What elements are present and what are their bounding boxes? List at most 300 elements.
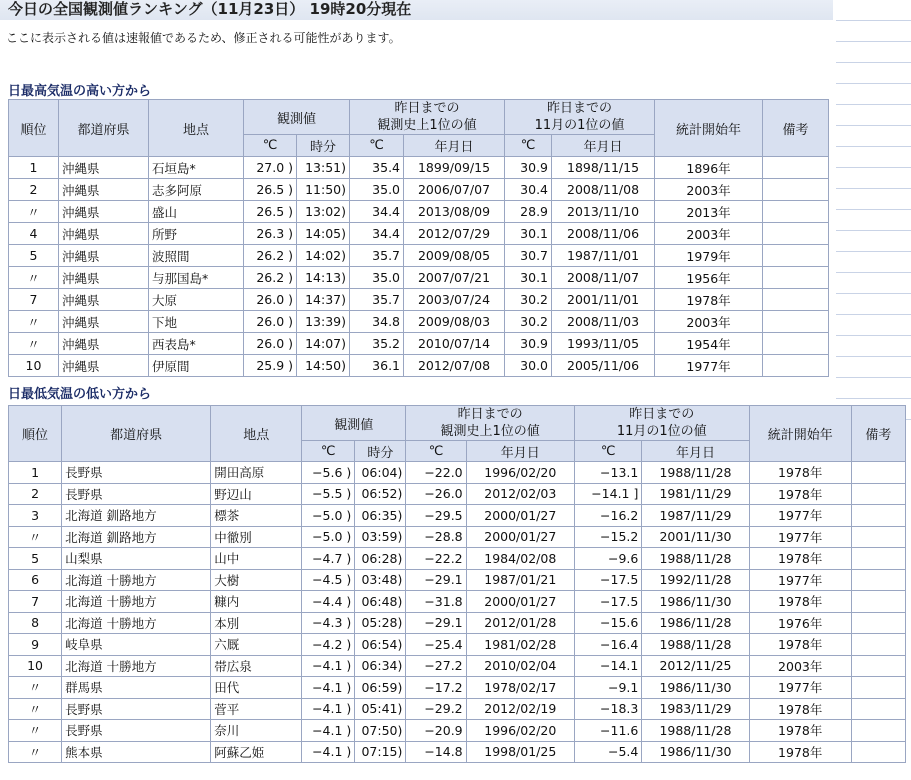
cell-site: 六厩 [211, 634, 302, 656]
cell-month-date: 2013/11/10 [552, 201, 655, 223]
cell-value: 26.2 ) [244, 267, 297, 289]
cell-month-date: 1993/11/05 [552, 333, 655, 355]
cell-history-value: −29.2 [406, 698, 466, 720]
cell-note [851, 569, 905, 591]
header-history-record: 昨日までの 観測史上1位の値 [350, 100, 505, 135]
cell-value: −4.4 ) [302, 591, 355, 613]
cell-rank: 〃 [9, 698, 62, 720]
cell-value: −4.2 ) [302, 634, 355, 656]
cell-history-date: 2013/08/09 [404, 201, 505, 223]
cell-prefecture: 沖縄県 [59, 267, 149, 289]
cell-prefecture: 熊本県 [62, 741, 211, 763]
cell-month-value: −17.5 [574, 591, 641, 613]
cell-month-date: 2008/11/08 [552, 179, 655, 201]
cell-month-value: −14.1 ] [574, 483, 641, 505]
cell-value: −5.0 ) [302, 505, 355, 527]
cell-month-date: 1988/11/28 [642, 548, 749, 570]
cell-start-year: 1978年 [655, 289, 763, 311]
subheader-hour-minute: 時分 [355, 441, 406, 462]
cell-month-value: −15.6 [574, 612, 641, 634]
cell-note [851, 741, 905, 763]
cell-prefecture: 長野県 [62, 698, 211, 720]
subheader-date: 年月日 [642, 441, 749, 462]
cell-site: 野辺山 [211, 483, 302, 505]
table-row [9, 569, 906, 591]
cell-site: 大原 [149, 289, 244, 311]
cell-history-date: 1984/02/08 [466, 548, 574, 570]
cell-history-date: 1987/01/21 [466, 569, 574, 591]
cell-month-date: 2008/11/07 [552, 267, 655, 289]
cell-note [851, 483, 905, 505]
table-row [9, 157, 829, 179]
cell-month-value: 30.9 [505, 157, 552, 179]
cell-prefecture: 沖縄県 [59, 311, 149, 333]
cell-month-date: 1986/11/28 [642, 612, 749, 634]
cell-month-date: 1898/11/15 [552, 157, 655, 179]
table-row [9, 677, 906, 699]
cell-rank: 6 [9, 569, 62, 591]
cell-month-value: 30.7 [505, 245, 552, 267]
cell-start-year: 1978年 [749, 634, 851, 656]
cell-site: 菅平 [211, 698, 302, 720]
cell-time: 14:07) [297, 333, 350, 355]
cell-history-value: −29.1 [406, 569, 466, 591]
cell-site: 与那国島* [149, 267, 244, 289]
cell-prefecture: 沖縄県 [59, 179, 149, 201]
cell-prefecture: 沖縄県 [59, 201, 149, 223]
cell-time: 06:48) [355, 591, 406, 613]
cell-rank: 4 [9, 223, 59, 245]
header-start-year: 統計開始年 [655, 100, 763, 157]
cell-history-value: 35.2 [350, 333, 404, 355]
cell-rank: 1 [9, 462, 62, 484]
cell-prefecture: 岐阜県 [62, 634, 211, 656]
cell-month-date: 2001/11/30 [642, 526, 749, 548]
cell-month-value: −14.1 [574, 655, 641, 677]
cell-note [851, 548, 905, 570]
cell-prefecture: 長野県 [62, 483, 211, 505]
cell-value: 26.5 ) [244, 179, 297, 201]
cell-month-date: 1986/11/30 [642, 741, 749, 763]
cell-prefecture: 北海道 十勝地方 [62, 569, 211, 591]
cell-history-date: 2003/07/24 [404, 289, 505, 311]
cell-history-date: 1899/09/15 [404, 157, 505, 179]
cell-month-date: 1988/11/28 [642, 720, 749, 742]
cell-site: 本別 [211, 612, 302, 634]
cell-time: 14:02) [297, 245, 350, 267]
table-row [9, 245, 829, 267]
cell-month-date: 1986/11/30 [642, 591, 749, 613]
cell-month-value: 30.2 [505, 311, 552, 333]
cell-history-date: 2006/07/07 [404, 179, 505, 201]
cell-prefecture: 沖縄県 [59, 289, 149, 311]
cell-value: 26.0 ) [244, 311, 297, 333]
cell-note [763, 355, 829, 377]
cell-month-value: 30.1 [505, 267, 552, 289]
cell-site: 田代 [211, 677, 302, 699]
cell-start-year: 1978年 [749, 741, 851, 763]
cell-note [763, 333, 829, 355]
cell-value: 26.0 ) [244, 333, 297, 355]
cell-month-date: 1992/11/28 [642, 569, 749, 591]
subheader-date: 年月日 [404, 135, 505, 157]
cell-prefecture: 沖縄県 [59, 355, 149, 377]
cell-prefecture: 沖縄県 [59, 333, 149, 355]
cell-month-date: 1988/11/28 [642, 634, 749, 656]
cell-time: 03:59) [355, 526, 406, 548]
cell-history-value: −25.4 [406, 634, 466, 656]
cell-month-value: −13.1 [574, 462, 641, 484]
cell-note [851, 634, 905, 656]
cell-value: −5.0 ) [302, 526, 355, 548]
cell-time: 06:04) [355, 462, 406, 484]
cell-time: 07:50) [355, 720, 406, 742]
cell-history-date: 2007/07/21 [404, 267, 505, 289]
cell-note [763, 289, 829, 311]
cell-history-value: 36.1 [350, 355, 404, 377]
cell-start-year: 1956年 [655, 267, 763, 289]
cell-value: −4.1 ) [302, 720, 355, 742]
header-prefecture: 都道府県 [59, 100, 149, 157]
cell-start-year: 2003年 [655, 179, 763, 201]
cell-site: 西表島* [149, 333, 244, 355]
cell-prefecture: 山梨県 [62, 548, 211, 570]
table-row [9, 655, 906, 677]
table-row [9, 741, 906, 763]
cell-month-value: −5.4 [574, 741, 641, 763]
subheader-celsius: ℃ [244, 135, 297, 157]
cell-time: 06:59) [355, 677, 406, 699]
cell-history-date: 2012/02/03 [466, 483, 574, 505]
cell-rank: 10 [9, 355, 59, 377]
cell-history-date: 1998/01/25 [466, 741, 574, 763]
cell-history-date: 1996/02/20 [466, 462, 574, 484]
cell-time: 14:50) [297, 355, 350, 377]
cell-month-value: −16.4 [574, 634, 641, 656]
subheader-hour-minute: 時分 [297, 135, 350, 157]
cell-site: 阿蘇乙姫 [211, 741, 302, 763]
cell-history-value: −28.8 [406, 526, 466, 548]
cell-history-date: 2012/01/28 [466, 612, 574, 634]
cell-history-value: −22.2 [406, 548, 466, 570]
cell-start-year: 2003年 [749, 655, 851, 677]
cell-note [763, 245, 829, 267]
cell-rank: 7 [9, 289, 59, 311]
cell-value: −4.1 ) [302, 655, 355, 677]
cell-history-date: 1978/02/17 [466, 677, 574, 699]
cell-history-value: −29.5 [406, 505, 466, 527]
cell-month-date: 2001/11/01 [552, 289, 655, 311]
cell-history-date: 1996/02/20 [466, 720, 574, 742]
cell-site: 帯広泉 [211, 655, 302, 677]
cell-month-date: 1988/11/28 [642, 462, 749, 484]
cell-prefecture: 北海道 釧路地方 [62, 526, 211, 548]
cell-value: 26.3 ) [244, 223, 297, 245]
table-row [9, 223, 829, 245]
cell-prefecture: 長野県 [62, 720, 211, 742]
cell-history-date: 2009/08/03 [404, 311, 505, 333]
cell-site: 盛山 [149, 201, 244, 223]
cell-site: 大樹 [211, 569, 302, 591]
cell-history-value: −17.2 [406, 677, 466, 699]
table-row [9, 462, 906, 484]
cell-start-year: 1977年 [655, 355, 763, 377]
cell-rank: 5 [9, 245, 59, 267]
cell-rank: 5 [9, 548, 62, 570]
cell-rank: 〃 [9, 267, 59, 289]
cell-month-date: 1983/11/29 [642, 698, 749, 720]
cell-rank: 7 [9, 591, 62, 613]
cell-month-date: 1986/11/30 [642, 677, 749, 699]
cell-time: 13:51) [297, 157, 350, 179]
cell-month-value: −9.6 [574, 548, 641, 570]
cell-site: 標茶 [211, 505, 302, 527]
cell-value: −4.1 ) [302, 698, 355, 720]
cell-time: 06:34) [355, 655, 406, 677]
cell-rank: 〃 [9, 526, 62, 548]
cell-prefecture: 沖縄県 [59, 157, 149, 179]
cell-time: 06:54) [355, 634, 406, 656]
cell-value: −4.1 ) [302, 677, 355, 699]
cell-rank: 〃 [9, 201, 59, 223]
cell-note [763, 157, 829, 179]
subheader-date: 年月日 [466, 441, 574, 462]
cell-time: 14:13) [297, 267, 350, 289]
cell-rank: 3 [9, 505, 62, 527]
header-notes: 備考 [851, 406, 905, 462]
cell-note [763, 201, 829, 223]
cell-value: −5.6 ) [302, 462, 355, 484]
cell-time: 07:15) [355, 741, 406, 763]
table-row [9, 698, 906, 720]
table-row [9, 355, 829, 377]
spreadsheet-rule-lines [836, 0, 911, 420]
table-row [9, 267, 829, 289]
cell-value: 26.5 ) [244, 201, 297, 223]
cell-site: 開田高原 [211, 462, 302, 484]
cell-value: −4.1 ) [302, 741, 355, 763]
cell-month-value: −16.2 [574, 505, 641, 527]
cell-time: 13:39) [297, 311, 350, 333]
cell-history-value: −29.1 [406, 612, 466, 634]
cell-history-value: −20.9 [406, 720, 466, 742]
cell-month-value: 30.2 [505, 289, 552, 311]
cell-history-date: 2009/08/05 [404, 245, 505, 267]
header-site: 地点 [149, 100, 244, 157]
cell-month-value: 30.0 [505, 355, 552, 377]
cell-rank: 8 [9, 612, 62, 634]
cell-history-value: −14.8 [406, 741, 466, 763]
cell-note [763, 179, 829, 201]
cell-month-value: −9.1 [574, 677, 641, 699]
cell-start-year: 1977年 [749, 677, 851, 699]
cell-month-value: −15.2 [574, 526, 641, 548]
cell-note [851, 698, 905, 720]
cell-note [851, 505, 905, 527]
cell-site: 石垣島* [149, 157, 244, 179]
cell-start-year: 1978年 [749, 462, 851, 484]
header-start-year: 統計開始年 [749, 406, 851, 462]
cell-rank: 〃 [9, 741, 62, 763]
table-row [9, 311, 829, 333]
cell-rank: 1 [9, 157, 59, 179]
provisional-notice: ここに表示される値は速報値であるため、修正される可能性があります。 [6, 31, 401, 45]
cell-history-value: 35.7 [350, 245, 404, 267]
cell-time: 14:05) [297, 223, 350, 245]
max-temperature-table [8, 99, 829, 377]
page-title: 今日の全国観測値ランキング（11月23日） 19時20分現在 [8, 0, 412, 18]
cell-note [851, 591, 905, 613]
min-temperature-table [8, 405, 906, 763]
cell-time: 06:35) [355, 505, 406, 527]
cell-time: 13:02) [297, 201, 350, 223]
cell-value: −4.5 ) [302, 569, 355, 591]
header-site: 地点 [211, 406, 302, 462]
header-month-record: 昨日までの 11月の1位の値 [505, 100, 655, 135]
cell-month-date: 2008/11/03 [552, 311, 655, 333]
cell-time: 03:48) [355, 569, 406, 591]
header-notes: 備考 [763, 100, 829, 157]
cell-value: 25.9 ) [244, 355, 297, 377]
cell-time: 14:37) [297, 289, 350, 311]
cell-history-date: 2000/01/27 [466, 591, 574, 613]
cell-start-year: 1896年 [655, 157, 763, 179]
cell-note [763, 223, 829, 245]
cell-prefecture: 群馬県 [62, 677, 211, 699]
cell-start-year: 2003年 [655, 223, 763, 245]
cell-value: −4.7 ) [302, 548, 355, 570]
cell-note [763, 267, 829, 289]
cell-start-year: 1978年 [749, 720, 851, 742]
cell-history-date: 2000/01/27 [466, 505, 574, 527]
cell-start-year: 1954年 [655, 333, 763, 355]
subheader-celsius: ℃ [574, 441, 641, 462]
cell-time: 05:28) [355, 612, 406, 634]
cell-time: 06:28) [355, 548, 406, 570]
cell-note [851, 720, 905, 742]
cell-month-date: 1981/11/29 [642, 483, 749, 505]
table-row [9, 526, 906, 548]
cell-month-value: 30.9 [505, 333, 552, 355]
cell-prefecture: 沖縄県 [59, 223, 149, 245]
cell-history-date: 1981/02/28 [466, 634, 574, 656]
cell-note [851, 526, 905, 548]
cell-start-year: 1978年 [749, 698, 851, 720]
cell-prefecture: 北海道 十勝地方 [62, 591, 211, 613]
cell-value: −4.3 ) [302, 612, 355, 634]
cell-site: 伊原間 [149, 355, 244, 377]
table-row [9, 179, 829, 201]
header-observed: 観測値 [302, 406, 406, 441]
cell-month-date: 1987/11/01 [552, 245, 655, 267]
min-section-title: 日最低気温の低い方から [8, 387, 152, 402]
cell-month-date: 2005/11/06 [552, 355, 655, 377]
cell-prefecture: 長野県 [62, 462, 211, 484]
cell-history-value: −22.0 [406, 462, 466, 484]
table-row [9, 720, 906, 742]
cell-start-year: 1977年 [749, 526, 851, 548]
table-row [9, 201, 829, 223]
cell-month-value: −18.3 [574, 698, 641, 720]
cell-month-value: −17.5 [574, 569, 641, 591]
cell-rank: 〃 [9, 720, 62, 742]
cell-site: 糠内 [211, 591, 302, 613]
cell-history-value: −31.8 [406, 591, 466, 613]
table-row [9, 333, 829, 355]
cell-history-value: 34.4 [350, 223, 404, 245]
cell-time: 11:50) [297, 179, 350, 201]
header-month-record: 昨日までの 11月の1位の値 [574, 406, 749, 441]
header-observed: 観測値 [244, 100, 350, 135]
table-row [9, 505, 906, 527]
subheader-celsius: ℃ [302, 441, 355, 462]
header-history-record: 昨日までの 観測史上1位の値 [406, 406, 575, 441]
cell-site: 中徹別 [211, 526, 302, 548]
cell-history-value: 34.8 [350, 311, 404, 333]
cell-rank: 2 [9, 179, 59, 201]
cell-value: 26.2 ) [244, 245, 297, 267]
cell-time: 06:52) [355, 483, 406, 505]
cell-month-date: 1987/11/29 [642, 505, 749, 527]
table-row [9, 612, 906, 634]
cell-history-date: 2000/01/27 [466, 526, 574, 548]
cell-start-year: 2003年 [655, 311, 763, 333]
cell-prefecture: 北海道 釧路地方 [62, 505, 211, 527]
table-row [9, 289, 829, 311]
cell-month-value: 28.9 [505, 201, 552, 223]
cell-history-value: 35.7 [350, 289, 404, 311]
cell-note [851, 677, 905, 699]
cell-history-value: 34.4 [350, 201, 404, 223]
table-row [9, 483, 906, 505]
cell-site: 奈川 [211, 720, 302, 742]
cell-history-date: 2010/02/04 [466, 655, 574, 677]
table-row [9, 591, 906, 613]
cell-start-year: 1978年 [749, 483, 851, 505]
cell-rank: 9 [9, 634, 62, 656]
cell-month-date: 2008/11/06 [552, 223, 655, 245]
cell-note [851, 612, 905, 634]
cell-site: 山中 [211, 548, 302, 570]
cell-note [851, 462, 905, 484]
cell-rank: 〃 [9, 677, 62, 699]
table-row [9, 548, 906, 570]
cell-history-value: 35.0 [350, 179, 404, 201]
cell-note [851, 655, 905, 677]
cell-start-year: 1977年 [749, 505, 851, 527]
subheader-celsius: ℃ [505, 135, 552, 157]
cell-value: −5.5 ) [302, 483, 355, 505]
subheader-celsius: ℃ [406, 441, 466, 462]
cell-history-date: 2012/07/29 [404, 223, 505, 245]
header-rank: 順位 [9, 406, 62, 462]
cell-start-year: 1977年 [749, 569, 851, 591]
cell-start-year: 1978年 [749, 548, 851, 570]
cell-month-value: 30.1 [505, 223, 552, 245]
cell-prefecture: 沖縄県 [59, 245, 149, 267]
cell-rank: 10 [9, 655, 62, 677]
cell-history-date: 2012/07/08 [404, 355, 505, 377]
cell-rank: 〃 [9, 311, 59, 333]
subheader-date: 年月日 [552, 135, 655, 157]
cell-time: 05:41) [355, 698, 406, 720]
header-prefecture: 都道府県 [62, 406, 211, 462]
cell-month-value: 30.4 [505, 179, 552, 201]
cell-note [763, 311, 829, 333]
cell-site: 所野 [149, 223, 244, 245]
cell-history-date: 2012/02/19 [466, 698, 574, 720]
cell-month-value: −11.6 [574, 720, 641, 742]
